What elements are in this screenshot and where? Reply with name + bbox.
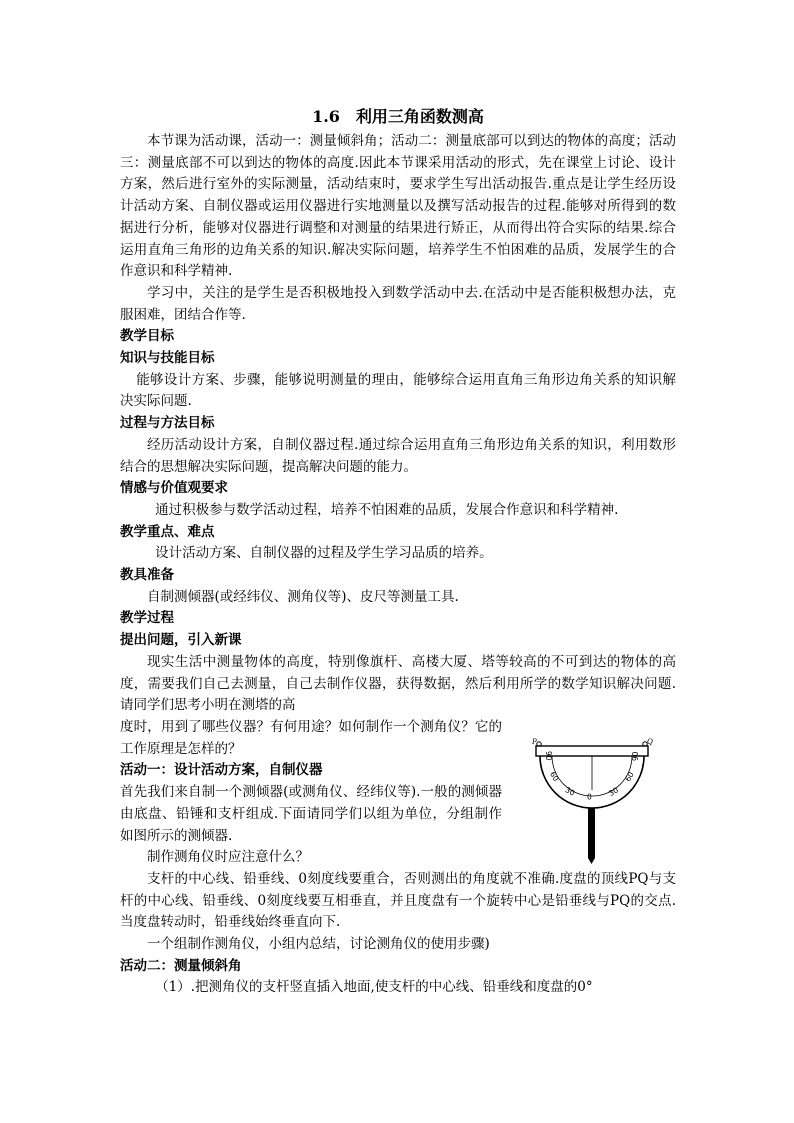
intro-paragraph-1: 本节课为活动课，活动一：测量倾斜角；活动二：测量底部可以到达的物体的高度；活动三：测量底部不可以到达的物体的高度.因此本节课采用活动的形式，先在课堂上讨论、设计方案，然后进行室外的实际测量，活动结束时，要求学生写出活动报告.重点是让学生经历设计活动方案、自制仪器或运用仪器进行实地测量以及撰写活动报告的过程.能够对所得到的数据进行分析，能够对仪器进行调整和对测量的结果进行矫正，从而得出符合实际的结果.综合运用直角三角形的边角关系的知识.解决实际问题，培养学生不怕困难的品质，发展学生的合作意识和科学精神. bbox=[120, 133, 676, 280]
activity1-text: 首先我们来自制一个测倾器(或测角仪、经纬仪等).一般的测倾器由底盘、铅锤和支杆组成.下面请同学们以组为单位，分组制作如图所示的测倾器. bbox=[120, 784, 502, 844]
heading-tools: 教具准备 bbox=[120, 567, 174, 584]
step1-text: （1）.把测角仪的支杆竖直插入地面,使支杆的中心线、铅垂线和度盘的0° bbox=[155, 979, 593, 996]
heading-emotion-goals: 情感与价值观要求 bbox=[120, 480, 228, 497]
tools-text: 自制测倾器(或经纬仪、测角仪等)、皮尺等测量工具. bbox=[147, 588, 459, 605]
clinometer-label-q: Q bbox=[647, 738, 653, 746]
heading-knowledge-goals: 知识与技能目标 bbox=[120, 350, 215, 367]
heading-introduce-question: 提出问题，引入新课 bbox=[120, 632, 242, 649]
key-text: 设计活动方案、自制仪器的过程及学生学习品质的培养。 bbox=[155, 545, 493, 562]
question-text-b: 度时，用到了哪些仪器？有何用途？如何制作一个测角仪？它的工作原理是怎样的？ bbox=[120, 718, 502, 757]
process-text: 经历活动设计方案，自制仪器过程.通过综合运用直角三角形边角关系的知识，利用数形结合的思想解决实际问题，提高解决问题的能力。 bbox=[120, 436, 676, 475]
intro-paragraph-2: 学习中，关注的是学生是否积极地投入到数学活动中去.在活动中是否能积极想办法，克服困难，团结合作等. bbox=[120, 284, 676, 323]
page-title: 1.6 利用三角函数测高 bbox=[312, 107, 484, 126]
clinometer-rod-tip bbox=[588, 858, 595, 864]
clinometer-tick-label: 30 bbox=[607, 785, 620, 799]
clinometer-tick-label: 90 bbox=[631, 751, 640, 761]
question-text-a: 现实生活中测量物体的高度，特别像旗杆、高楼大厦、塔等较高的不可到达的物体的高度，需要我们自己去测量，自己去制作仪器，获得数据，然后利用所学的数学知识解决问题.请同学们思考小明在测塔的高 bbox=[120, 653, 676, 714]
attention-answer: 支杆的中心线、铅垂线、0刻度线要重合，否则测出的角度就不准确.度盘的顶线PQ与支杆的中心线、铅垂线、0刻度线要互相垂直，并且度盘有一个旋转中心是铅垂线与PQ的交点.当度盘转动时，铅垂线始终垂直向下. bbox=[120, 870, 676, 931]
clinometer-tick-label: 60 bbox=[623, 770, 636, 784]
clinometer-support-rod bbox=[588, 808, 595, 858]
emotion-text: 通过积极参与数学活动过程，培养不怕困难的品质，发展合作意识和科学精神. bbox=[155, 501, 619, 518]
group-text: 一个组制作测角仪，小组内总结，讨论测角仪的使用步骤) bbox=[147, 936, 490, 953]
heading-activity-1: 活动一：设计活动方案，自制仪器 bbox=[120, 762, 323, 779]
clinometer-tick-label: 60 bbox=[547, 769, 561, 783]
clinometer-tick-label: 30 bbox=[563, 785, 577, 798]
attention-question: 制作测角仪时应注意什么？ bbox=[147, 849, 309, 866]
clinometer-figure bbox=[530, 738, 656, 866]
heading-key-points: 教学重点、难点 bbox=[120, 523, 215, 540]
heading-teaching-procedure: 教学过程 bbox=[120, 610, 174, 627]
heading-activity-2: 活动二：测量倾斜角 bbox=[120, 957, 242, 974]
heading-process-goals: 过程与方法目标 bbox=[120, 415, 215, 432]
heading-teaching-goals: 教学目标 bbox=[120, 328, 174, 345]
clinometer-tick-label: 0 bbox=[587, 792, 592, 802]
clinometer-tick-label: 90 bbox=[544, 751, 553, 761]
knowledge-text: 能够设计方案、步骤，能够说明测量的理由，能够综合运用直角三角形边角关系的知识解决实际问题. bbox=[120, 371, 676, 410]
clinometer-label-p: P bbox=[532, 738, 537, 746]
